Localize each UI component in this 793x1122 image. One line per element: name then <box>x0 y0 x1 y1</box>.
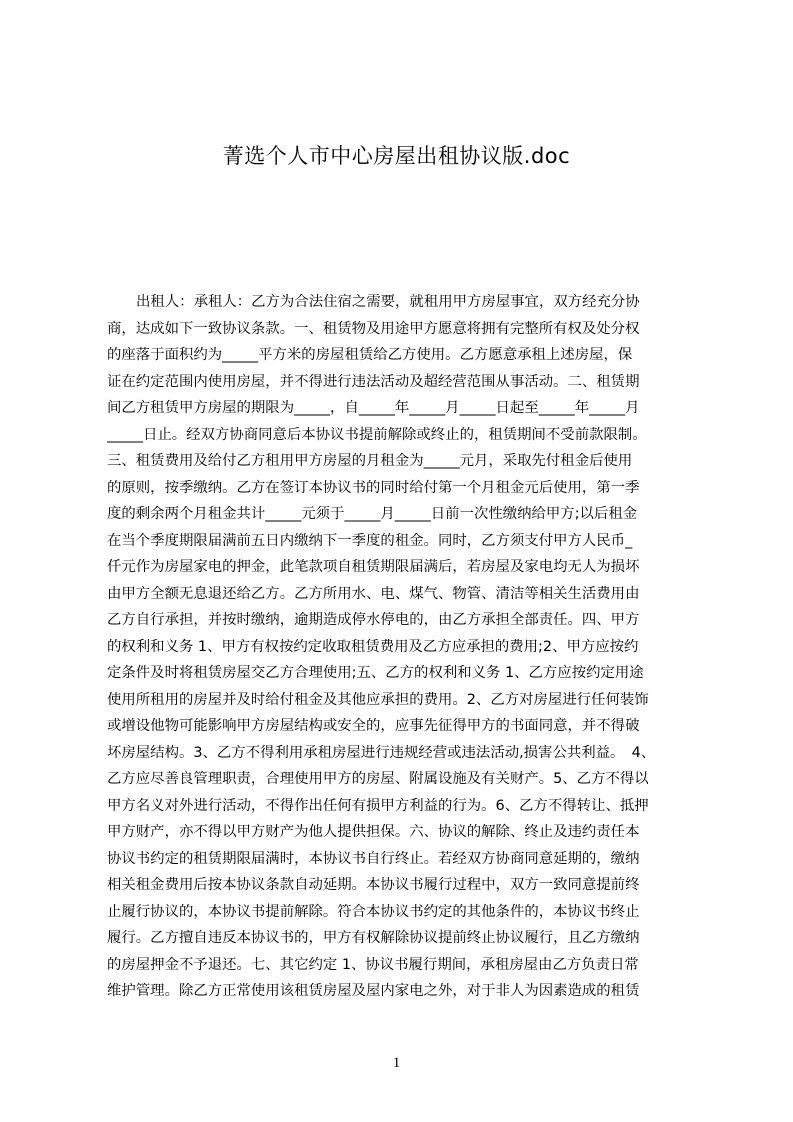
body-line: 仟元作为房屋家电的押金，此笔款项自租赁期限届满后，若房屋及家电均无人为损坏 <box>107 559 640 575</box>
document-title: 菁选个人市中心房屋出租协议版.doc <box>222 144 571 168</box>
document-body <box>107 289 707 1027</box>
body-line: 坏房屋结构。3、乙方不得利用承租房屋进行违规经营或违法活动,损害公共利益。 4、 <box>107 744 656 761</box>
body-line: 间乙方租赁甲方房屋的期限为_____，自_____年_____月_____日起至_____年_____月 <box>107 400 640 416</box>
body-line: 甲方名义对外进行活动，不得作出任何有损甲方利益的行为。6、乙方不得转让、抵押 <box>107 797 649 814</box>
body-line: 的房屋押金不予退还。七、其它约定 1、协议书履行期间，承租房屋由乙方负责日常 <box>107 956 639 973</box>
body-line: 维护管理。除乙方正常使用该租赁房屋及屋内家电之外，对于非人为因素造成的租赁 <box>107 983 640 999</box>
body-line: 的座落于面积约为_____平方米的房屋租赁给乙方使用。乙方愿意承租上述房屋，保 <box>107 347 633 363</box>
body-line: 度的剩余两个月租金共计_____元须于_____月_____日前一次性缴纳给甲方;以后租金 <box>107 506 638 522</box>
body-line: 使用所租用的房屋并及时给付租金及其他应承担的费用。2、乙方对房屋进行任何装饰 <box>107 691 649 708</box>
body-line: 三、租赁费用及给付乙方租用甲方房屋的月租金为_____元月，采取先付租金后使用 <box>107 453 633 469</box>
body-line: 甲方财产，亦不得以甲方财产为他人提供担保。六、协议的解除、终止及违约责任本 <box>107 824 640 840</box>
body-line: 商，达成如下一致协议条款。一、租赁物及用途甲方愿意将拥有完整所有权及处分权 <box>107 320 640 337</box>
body-line: 定条件及时将租赁房屋交乙方合理使用;五、乙方的权利和义务 1、乙方应按约定用途 <box>107 665 644 681</box>
body-line: 相关租金费用后按本协议条款自动延期。本协议书履行过程中，双方一致同意提前终 <box>107 877 640 893</box>
body-line: 或增设他物可能影响甲方房屋结构或安全的，应事先征得甲方的书面同意，并不得破 <box>107 718 640 734</box>
body-line: 履行。乙方擅自违反本协议书的，甲方有权解除协议提前终止协议履行，且乙方缴纳 <box>107 930 640 946</box>
page-number: 1 <box>392 1055 401 1071</box>
body-line: 乙方应尽善良管理职责，合理使用甲方的房屋、附属设施及有关财产。5、乙方不得以 <box>107 771 649 787</box>
body-line: 出租人：承租人：乙方为合法住宿之需要，就租用甲方房屋事宜，双方经充分协 <box>136 294 640 310</box>
body-line: 乙方自行承担，并按时缴纳，逾期造成停水停电的，由乙方承担全部责任。四、甲方 <box>107 612 640 628</box>
body-line: 由甲方全额无息退还给乙方。乙方所用水、电、煤气、物管、清洁等相关生活费用由 <box>107 585 640 602</box>
body-line: 协议书约定的租赁期限届满时，本协议书自行终止。若经双方协商同意延期的，缴纳 <box>107 850 640 867</box>
body-line: 止履行协议的，本协议书提前解除。符合本协议书约定的其他条件的，本协议书终止 <box>107 903 640 920</box>
body-line: 证在约定范围内使用房屋，并不得进行违法活动及超经营范围从事活动。二、租赁期 <box>107 373 640 390</box>
body-line: 的原则，按季缴纳。乙方在签订本协议书的同时给付第一个月租金元后使用，第一季 <box>107 479 640 496</box>
body-line: 在当个季度期限届满前五日内缴纳下一季度的租金。同时，乙方须支付甲方人民币_ <box>107 532 633 549</box>
body-line: _____日止。经双方协商同意后本协议书提前解除或终止的，租赁期间不受前款限制。 <box>107 426 647 443</box>
body-line: 的权利和义务 1、甲方有权按约定收取租赁费用及乙方应承担的费用;2、甲方应按约 <box>107 638 639 655</box>
